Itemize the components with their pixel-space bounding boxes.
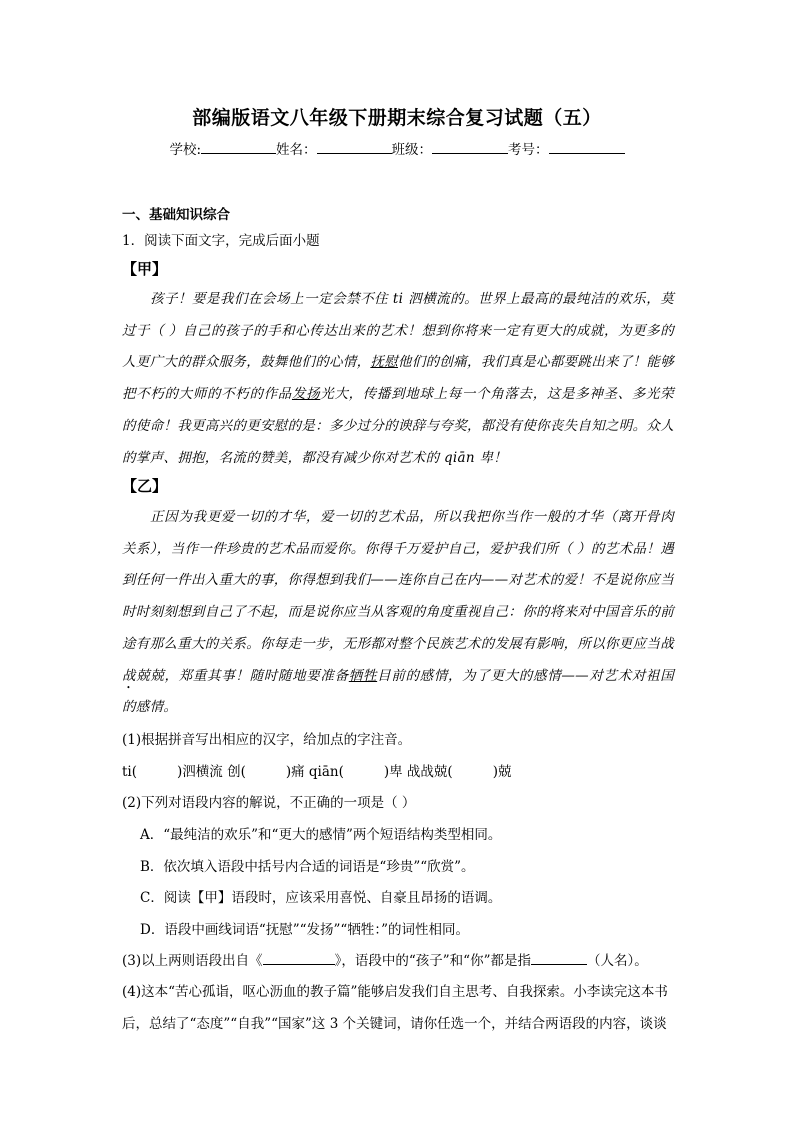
passage-jia-label: 【甲】	[122, 260, 168, 278]
underlined-word-fayang: 发扬	[291, 386, 321, 403]
dotted-char-zhan: 战	[122, 667, 137, 684]
person-name-blank[interactable]	[531, 951, 587, 965]
subquestion-4-line-1: (4)这本“苦心孤诣，呕心沥血的教子篇”能够启发我们自主思考、自我探索。小李读完这本书	[122, 984, 668, 1000]
passage-yi: 正因为我更爱一切的才华，爱一切的艺术品，所以我把你当作一般的才华（离开骨肉关系），当作一件珍贵的艺术品而爱你。你得千万爱护自己，爱护我们所（ ）的艺术品！遇到任何一件出入重大的事，你得想到我们——连你自己在内——对艺术的爱！不是说你应当时时刻刻想到自己了不起，而是说你应当从客观的角度重视自己：你的将来对中国音乐的前途有那么重大的关系。你每走一步，无形都对整个民族艺术的发展有影响，所以你更应当战战兢兢，郑重其事！随时随地要准备牺牲目前的感情，为了更大的感情——对艺术对祖国的感情。	[122, 509, 675, 716]
class-blank[interactable]	[432, 140, 508, 154]
exam-no-blank[interactable]	[549, 140, 625, 154]
underlined-word-fuwei: 抚慰	[370, 354, 399, 371]
subquestion-3: (3)以上两则语段出自《 》，语段中的“孩子”和“你”都是指 （人名）。	[122, 953, 648, 969]
subquestion-4-line-2: 后，总结了“态度”“自我”“国家”这 3 个关键词，请你任选一个，并结合两语段的内容，谈谈	[122, 1016, 667, 1032]
school-blank[interactable]	[201, 140, 276, 154]
name-blank[interactable]	[317, 140, 392, 154]
subquestion-2: (2)下列对语段内容的解说，不正确的一项是（ ）	[122, 795, 416, 811]
option-c[interactable]: C．阅读【甲】语段时，应该采用喜悦、自豪且昂扬的语调。	[140, 890, 502, 906]
class-label: 班级：	[391, 142, 433, 158]
page-title: 部编版语文八年级下册期末综合复习试题（五）	[192, 107, 602, 129]
underlined-word-xisheng: 牺牲	[348, 667, 378, 684]
subquestion-1-fill: ti( )泗横流 创( )痛 qiān( )卑 战战兢( )兢	[122, 764, 512, 780]
passage-yi-label: 【乙】	[122, 477, 168, 495]
student-info-line	[0, 138, 794, 158]
option-d[interactable]: D．语段中画线词语“抚慰”“发扬”“牺牲：”的词性相同。	[140, 922, 469, 938]
exam-no-label: 考号：	[508, 142, 549, 158]
name-label: 姓名：	[276, 142, 317, 158]
book-title-blank[interactable]	[263, 951, 335, 965]
section-heading: 一、基础知识综合	[122, 207, 230, 223]
question-stem: 1．阅读下面文字，完成后面小题	[122, 233, 320, 249]
school-label: 学校:	[169, 142, 202, 158]
subquestion-1: (1)根据拼音写出相应的汉字，给加点的字注音。	[122, 732, 412, 748]
option-a[interactable]: A．“最纯洁的欢乐”和“更大的感情”两个短语结构类型相同。	[140, 827, 502, 843]
option-b[interactable]: B．依次填入语段中括号内合适的词语是“珍贵”“欣赏”。	[140, 859, 475, 875]
passage-jia: 孩子！要是我们在会场上一定会禁不住 ti 泗横流的。世界上最高的最纯洁的欢乐，莫过于（ ）自己的孩子的手和心传达出来的艺术！想到你将来一定有更大的成就，为更多的人更广大的群众服务，鼓舞他们的心情，抚慰他们的创痛，我们真是心都要跳出来了！能够把不朽的大师的不朽的作品发扬光大，传播到地球上每一个角落去，这是多神圣、多光荣的使命！我更高兴的更安慰的是：多少过分的谀辞与夸奖，都没有使你丧失自知之明。众人的掌声、拥抱，名流的赞美，都没有减少你对艺术的 qiān 卑！	[122, 291, 675, 466]
